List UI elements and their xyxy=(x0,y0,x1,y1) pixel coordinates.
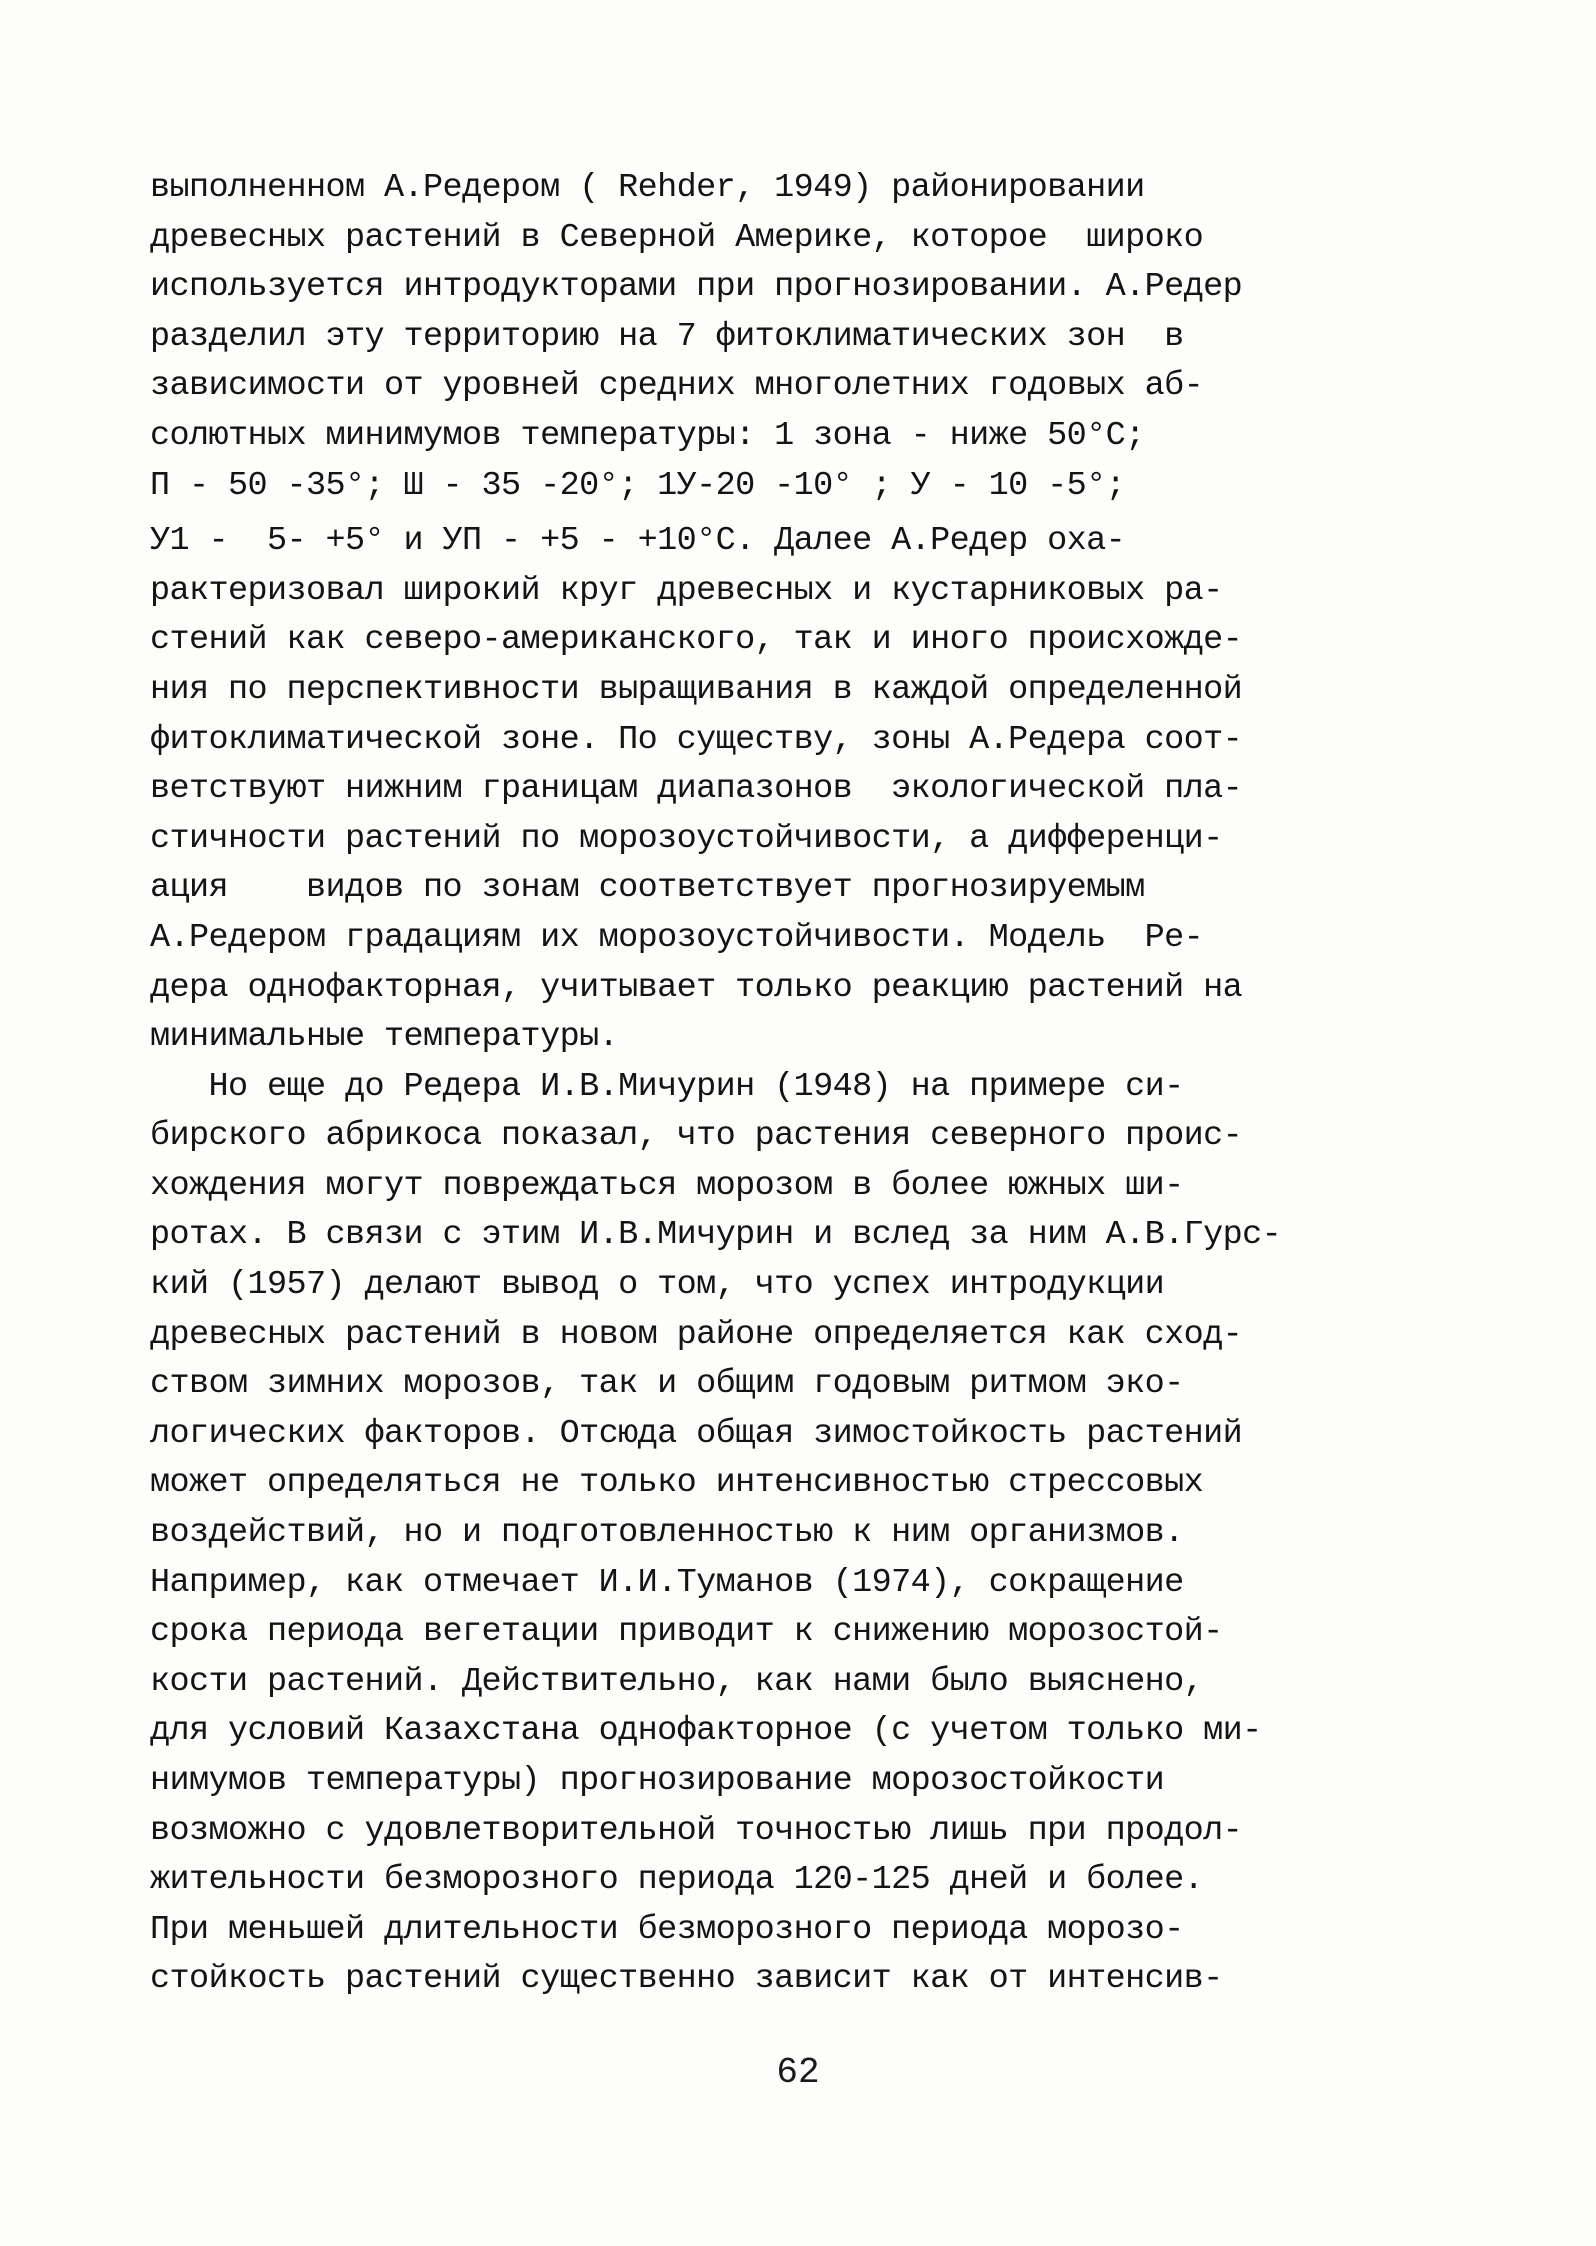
text-line: Например, как отмечает И.И.Туманов (1974), сокращение xyxy=(150,1563,1184,1602)
text-line: жительности безморозного периода 120-125 дней и более. xyxy=(150,1861,1204,1900)
text-line: древесных растений в новом районе определяется как сход- xyxy=(150,1315,1243,1354)
text-line: стойкость растений существенно зависит как от интенсив- xyxy=(150,1960,1223,1999)
text-line: ветствуют нижним границам диапазонов экологической пла- xyxy=(150,770,1243,809)
text-line: У1 - 5- +5° и УП - +5 - +10°С. Далее А.Редер оха- xyxy=(150,522,1126,561)
text-line: зависимости от уровней средних многолетних годовых аб- xyxy=(150,367,1204,406)
text-line: ация видов по зонам соответствует прогнозируемым xyxy=(150,869,1145,908)
text-line: солютных минимумов температуры: 1 зона - ниже 50°С; xyxy=(150,416,1145,455)
text-line: дера однофакторная, учитывает только реакцию растений на xyxy=(150,968,1243,1007)
text-line: Но еще до Редера И.В.Мичурин (1948) на примере си- xyxy=(150,1067,1184,1106)
text-line: древесных растений в Северной Америке, которое широко xyxy=(150,218,1204,257)
text-line: хождения могут повреждаться морозом в более южных ши- xyxy=(150,1166,1184,1205)
page-number: 62 xyxy=(776,2052,820,2093)
text-line: При меньшей длительности безморозного периода морозо- xyxy=(150,1910,1184,1949)
text-line: ния по перспективности выращивания в каждой определенной xyxy=(150,670,1243,709)
text-line: П - 50 -35°; Ш - 35 -20°; 1У-20 -10° ; У - 10 -5°; xyxy=(150,466,1126,505)
text-line: кий (1957) делают вывод о том, что успех интродукции xyxy=(150,1266,1165,1305)
text-line: используется интродукторами при прогнозировании. А.Редер xyxy=(150,268,1243,307)
text-line: может определяться не только интенсивностью стрессовых xyxy=(150,1464,1204,1503)
text-line: стений как северо-американского, так и иного происхожде- xyxy=(150,621,1243,660)
text-line: минимальные температуры. xyxy=(150,1018,619,1057)
text-line: нимумов температуры) прогнозирование морозостойкости xyxy=(150,1762,1165,1800)
text-line: возможно с удовлетворительной точностью лишь при продол- xyxy=(150,1811,1243,1850)
text-line: рактеризовал широкий круг древесных и кустарниковых ра- xyxy=(150,571,1223,610)
text-line: выполненном А.Редером ( Rehder, 1949) районировании xyxy=(150,169,1145,207)
text-line: разделил эту территорию на 7 фитоклиматических зон в xyxy=(150,317,1184,356)
text-line: бирского абрикоса показал, что растения северного проис- xyxy=(150,1117,1243,1156)
text-line: ством зимних морозов, так и общим годовым ритмом эко- xyxy=(150,1365,1184,1404)
body-text xyxy=(150,164,1450,2005)
text-line: стичности растений по морозоустойчивости, а дифференци- xyxy=(150,819,1223,858)
text-line: срока периода вегетации приводит к снижению морозостой- xyxy=(150,1613,1223,1652)
text-line: логических факторов. Отсюда общая зимостойкость растений xyxy=(150,1414,1243,1453)
text-line: воздействий, но и подготовленностью к ним организмов. xyxy=(150,1514,1184,1553)
text-line: фитоклиматической зоне. По существу, зоны А.Редера соот- xyxy=(150,720,1243,759)
text-line: кости растений. Действительно, как нами было выяснено, xyxy=(150,1662,1204,1701)
text-line: для условий Казахстана однофакторное (с учетом только ми- xyxy=(150,1712,1262,1751)
text-line: ротах. В связи с этим И.В.Мичурин и вслед за ним А.В.Гурс- xyxy=(150,1216,1282,1255)
text-line: А.Редером градациям их морозоустойчивости. Модель Ре- xyxy=(150,918,1204,957)
